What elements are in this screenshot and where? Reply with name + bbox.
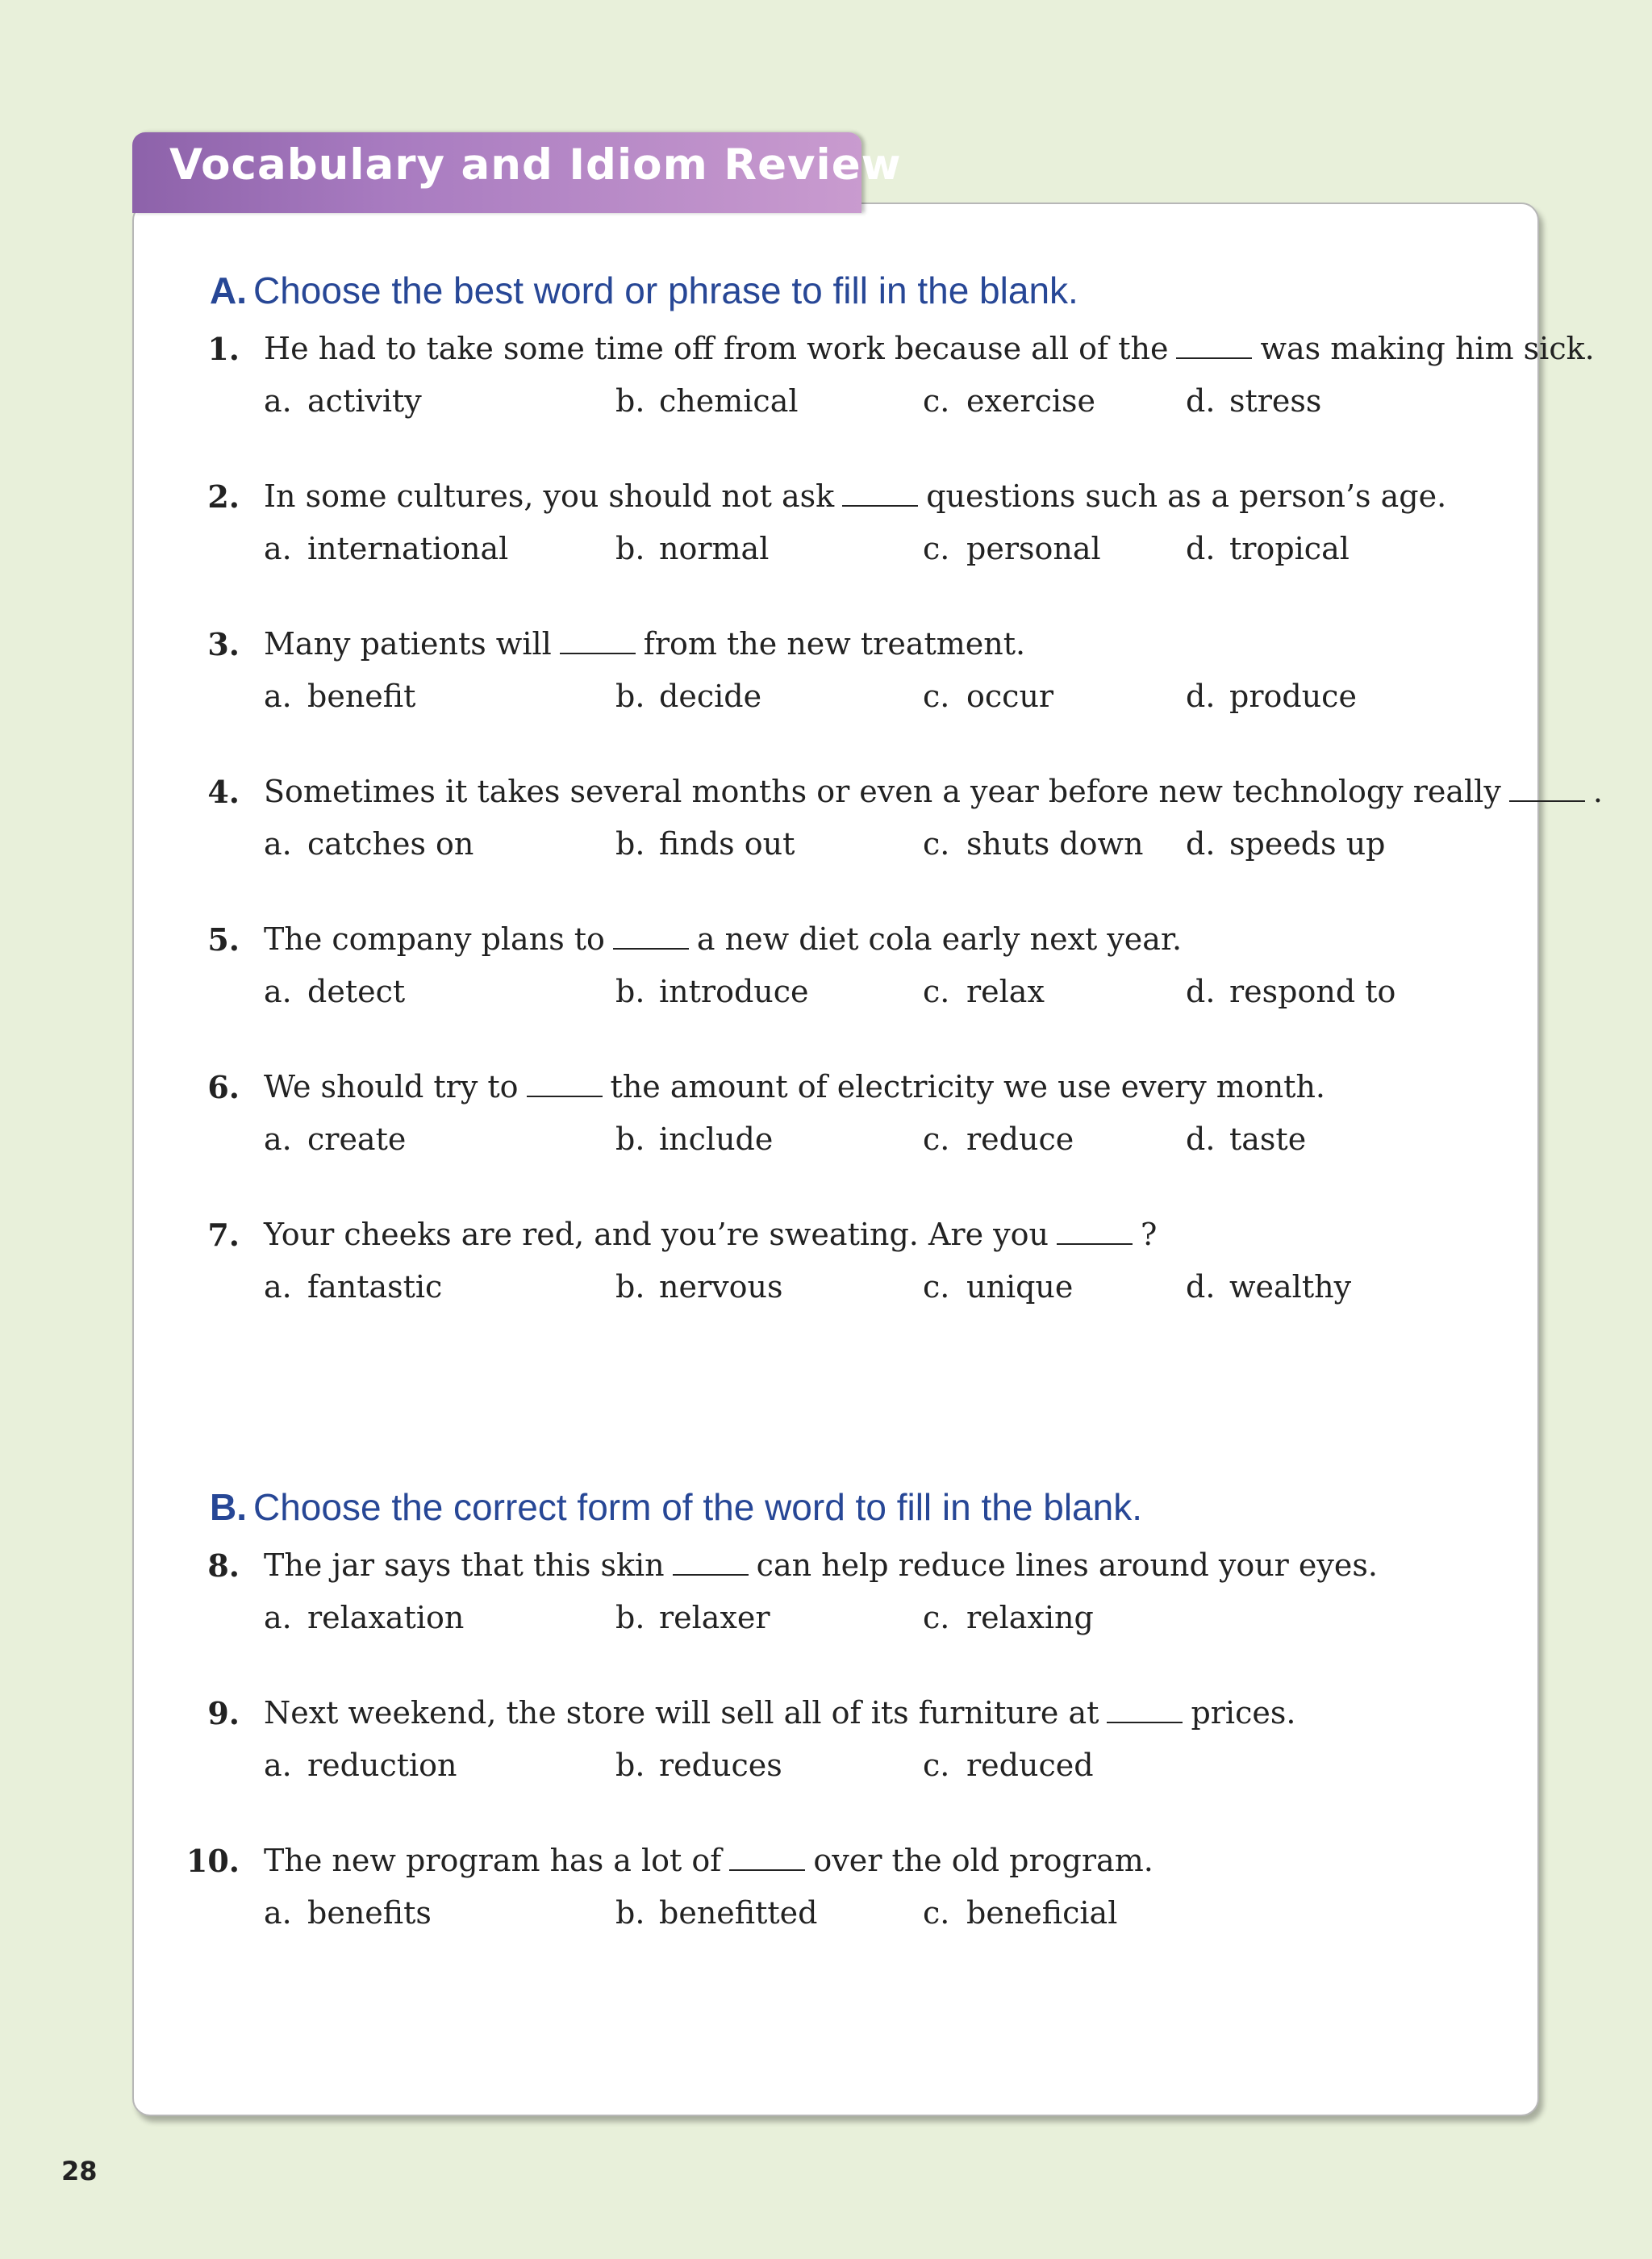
question-stem-end: questions such as a person’s age. — [926, 478, 1447, 514]
option-text: relax — [966, 974, 1045, 1009]
option-text: reduction — [307, 1747, 457, 1783]
answer-option[interactable] — [264, 383, 422, 419]
question-stem-end: . — [1592, 774, 1603, 809]
answer-option[interactable] — [1186, 974, 1395, 1009]
answer-option[interactable] — [923, 1600, 1094, 1635]
answer-blank[interactable] — [527, 1071, 603, 1097]
option-text: create — [307, 1121, 407, 1157]
option-text: benefit — [307, 679, 416, 714]
question-text — [264, 1217, 1157, 1252]
option-letter: b. — [615, 1895, 645, 1931]
answer-option[interactable] — [923, 679, 1053, 714]
option-letter: d. — [1186, 531, 1216, 566]
option-text: unique — [966, 1269, 1074, 1305]
option-letter: b. — [615, 826, 645, 862]
question-number: 9. — [207, 1695, 240, 1731]
answer-option[interactable] — [923, 531, 1101, 566]
option-letter: b. — [615, 1269, 645, 1305]
option-text: benefitted — [659, 1895, 818, 1931]
answer-blank[interactable] — [1107, 1697, 1183, 1723]
answer-blank[interactable] — [842, 481, 918, 507]
option-text: normal — [659, 531, 770, 566]
option-letter: b. — [615, 531, 645, 566]
answer-option[interactable] — [264, 1121, 406, 1157]
section-letter: A. — [210, 269, 247, 311]
answer-option[interactable] — [615, 1269, 782, 1305]
answer-option[interactable] — [1186, 1269, 1351, 1305]
question-stem: In some cultures, you should not ask — [264, 478, 835, 514]
question-stem: The new program has a lot of — [264, 1843, 722, 1878]
answer-option[interactable] — [264, 679, 415, 714]
option-letter: a. — [264, 679, 292, 714]
option-letter: c. — [923, 531, 950, 566]
option-letter: c. — [923, 1895, 950, 1931]
option-text: exercise — [966, 383, 1095, 419]
answer-option[interactable] — [1186, 679, 1357, 714]
option-letter: d. — [1186, 679, 1216, 714]
answer-option[interactable] — [264, 1269, 442, 1305]
option-letter: c. — [923, 1121, 950, 1157]
option-letter: a. — [264, 1269, 292, 1305]
answer-option[interactable] — [615, 1747, 782, 1783]
option-text: chemical — [659, 383, 799, 419]
option-letter: d. — [1186, 826, 1216, 862]
answer-blank[interactable] — [1509, 776, 1585, 802]
answer-option[interactable] — [264, 1600, 464, 1635]
option-letter: d. — [1186, 1269, 1216, 1305]
option-letter: a. — [264, 383, 292, 419]
option-text: finds out — [659, 826, 795, 862]
question-number: 10. — [186, 1843, 240, 1879]
question-stem: Next weekend, the store will sell all of its furniture at — [264, 1695, 1099, 1731]
answer-option[interactable] — [615, 383, 799, 419]
question-text — [264, 774, 1603, 809]
question-stem-end: from the new treatment. — [643, 626, 1026, 662]
question-number: 1. — [207, 331, 240, 367]
option-letter: d. — [1186, 974, 1216, 1009]
question-text — [264, 1069, 1325, 1104]
option-text: relaxation — [307, 1600, 465, 1635]
question-text — [264, 1695, 1295, 1731]
question-stem: He had to take some time off from work because all of the — [264, 331, 1169, 366]
option-letter: b. — [615, 679, 645, 714]
question-number: 5. — [207, 921, 240, 958]
answer-option[interactable] — [1186, 1121, 1306, 1157]
question-number: 2. — [207, 478, 240, 515]
question-number: 7. — [207, 1217, 240, 1253]
option-text: beneficial — [966, 1895, 1118, 1931]
option-text: fantastic — [307, 1269, 443, 1305]
option-text: reduced — [966, 1747, 1094, 1783]
question-text — [264, 1843, 1153, 1878]
option-letter: c. — [923, 679, 950, 714]
question-number: 3. — [207, 626, 240, 662]
answer-blank[interactable] — [613, 924, 689, 950]
answer-option[interactable] — [615, 679, 761, 714]
question-number: 4. — [207, 774, 240, 810]
question-stem-end: was making him sick. — [1260, 331, 1595, 366]
option-letter: a. — [264, 1895, 292, 1931]
answer-option[interactable] — [923, 974, 1045, 1009]
answer-option[interactable] — [264, 974, 405, 1009]
question-stem: The company plans to — [264, 921, 605, 957]
question-stem-end: can help reduce lines around your eyes. — [756, 1547, 1378, 1583]
option-text: activity — [307, 383, 422, 419]
option-text: occur — [966, 679, 1054, 714]
answer-option[interactable] — [264, 1895, 432, 1931]
option-letter: b. — [615, 974, 645, 1009]
answer-option[interactable] — [923, 1121, 1074, 1157]
question-stem: We should try to — [264, 1069, 519, 1104]
section-heading — [210, 1485, 1142, 1529]
section-instruction: Choose the correct form of the word to fill in the blank. — [253, 1486, 1142, 1528]
question-stem: Many patients will — [264, 626, 552, 662]
option-text: stress — [1229, 383, 1322, 419]
option-text: wealthy — [1229, 1269, 1352, 1305]
option-text: international — [307, 531, 509, 566]
answer-option[interactable] — [264, 826, 473, 862]
option-letter: a. — [264, 531, 292, 566]
option-letter: c. — [923, 1600, 950, 1635]
option-letter: c. — [923, 974, 950, 1009]
option-text: nervous — [659, 1269, 783, 1305]
answer-blank[interactable] — [673, 1550, 749, 1576]
question-stem-end: the amount of electricity we use every month. — [610, 1069, 1325, 1104]
answer-option[interactable] — [615, 1121, 773, 1157]
option-letter: a. — [264, 1747, 292, 1783]
option-letter: a. — [264, 974, 292, 1009]
option-text: reduces — [659, 1747, 782, 1783]
question-stem-end: ? — [1140, 1217, 1158, 1252]
option-text: shuts down — [966, 826, 1144, 862]
answer-blank[interactable] — [1057, 1219, 1133, 1245]
option-text: include — [659, 1121, 774, 1157]
answer-option[interactable] — [1186, 383, 1321, 419]
answer-option[interactable] — [264, 531, 508, 566]
option-letter: d. — [1186, 1121, 1216, 1157]
section-instruction: Choose the best word or phrase to fill in the blank. — [253, 269, 1078, 311]
option-letter: b. — [615, 1600, 645, 1635]
question-stem-end: prices. — [1191, 1695, 1296, 1731]
option-text: relaxer — [659, 1600, 770, 1635]
option-letter: a. — [264, 1121, 292, 1157]
option-letter: c. — [923, 383, 950, 419]
question-stem-end: a new diet cola early next year. — [696, 921, 1183, 957]
answer-option[interactable] — [1186, 826, 1386, 862]
page-title: Vocabulary and Idiom Review — [169, 140, 902, 190]
answer-blank[interactable] — [1176, 333, 1252, 359]
answer-option[interactable] — [923, 1895, 1117, 1931]
question-text — [264, 331, 1595, 366]
answer-option[interactable] — [1186, 531, 1350, 566]
answer-option[interactable] — [615, 1600, 770, 1635]
option-text: speeds up — [1229, 826, 1386, 862]
option-letter: a. — [264, 826, 292, 862]
option-letter: b. — [615, 1747, 645, 1783]
answer-option[interactable] — [615, 531, 769, 566]
option-letter: b. — [615, 1121, 645, 1157]
option-text: taste — [1229, 1121, 1307, 1157]
question-number: 6. — [207, 1069, 240, 1105]
question-stem: Sometimes it takes several months or even a year before new technology really — [264, 774, 1501, 809]
option-text: detect — [307, 974, 406, 1009]
option-text: decide — [659, 679, 762, 714]
section-heading — [210, 269, 1078, 312]
answer-option[interactable] — [923, 1269, 1073, 1305]
option-text: respond to — [1229, 974, 1396, 1009]
option-letter: c. — [923, 1747, 950, 1783]
option-text: tropical — [1229, 531, 1350, 566]
page-number: 28 — [61, 2156, 98, 2186]
question-stem-end: over the old program. — [813, 1843, 1153, 1878]
question-text — [264, 478, 1446, 514]
answer-option[interactable] — [615, 974, 809, 1009]
option-text: personal — [966, 531, 1101, 566]
option-letter: d. — [1186, 383, 1216, 419]
answer-option[interactable] — [264, 1747, 457, 1783]
option-text: benefits — [307, 1895, 432, 1931]
option-text: introduce — [659, 974, 809, 1009]
question-text — [264, 921, 1182, 957]
title-tab — [132, 132, 902, 213]
answer-option[interactable] — [923, 383, 1095, 419]
section-letter: B. — [210, 1486, 247, 1528]
option-text: catches on — [307, 826, 474, 862]
option-letter: c. — [923, 1269, 950, 1305]
answer-option[interactable] — [615, 1895, 817, 1931]
question-stem: The jar says that this skin — [264, 1547, 665, 1583]
option-text: produce — [1229, 679, 1357, 714]
option-text: reduce — [966, 1121, 1074, 1157]
answer-option[interactable] — [923, 1747, 1094, 1783]
question-text — [264, 626, 1025, 662]
question-number: 8. — [207, 1547, 240, 1584]
option-letter: a. — [264, 1600, 292, 1635]
question-stem: Your cheeks are red, and you’re sweating. Are you — [264, 1217, 1049, 1252]
answer-blank[interactable] — [560, 628, 636, 654]
option-letter: b. — [615, 383, 645, 419]
answer-option[interactable] — [615, 826, 795, 862]
answer-option[interactable] — [923, 826, 1144, 862]
answer-blank[interactable] — [729, 1845, 805, 1871]
question-text — [264, 1547, 1378, 1583]
option-letter: c. — [923, 826, 950, 862]
option-text: relaxing — [966, 1600, 1094, 1635]
